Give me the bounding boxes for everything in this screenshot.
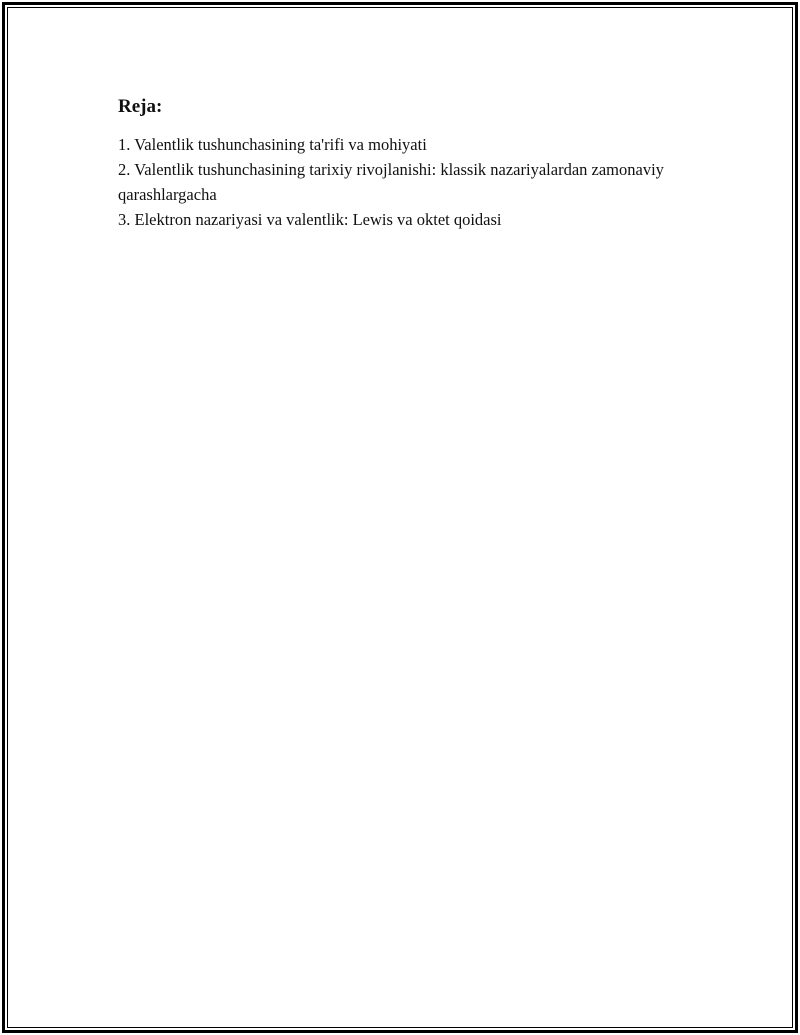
document-content xyxy=(118,94,678,232)
plan-item-1: 1. Valentlik tushunchasining ta'rifi va mohiyati xyxy=(118,135,427,154)
plan-heading: Reja: xyxy=(118,96,163,117)
plan-item-2: 2. Valentlik tushunchasining tarixiy rivojlanishi: klassik nazariyalardan zamonaviy qarashlargacha xyxy=(118,160,664,204)
plan-list xyxy=(118,132,678,232)
plan-item-3: 3. Elektron nazariyasi va valentlik: Lewis va oktet qoidasi xyxy=(118,210,502,229)
